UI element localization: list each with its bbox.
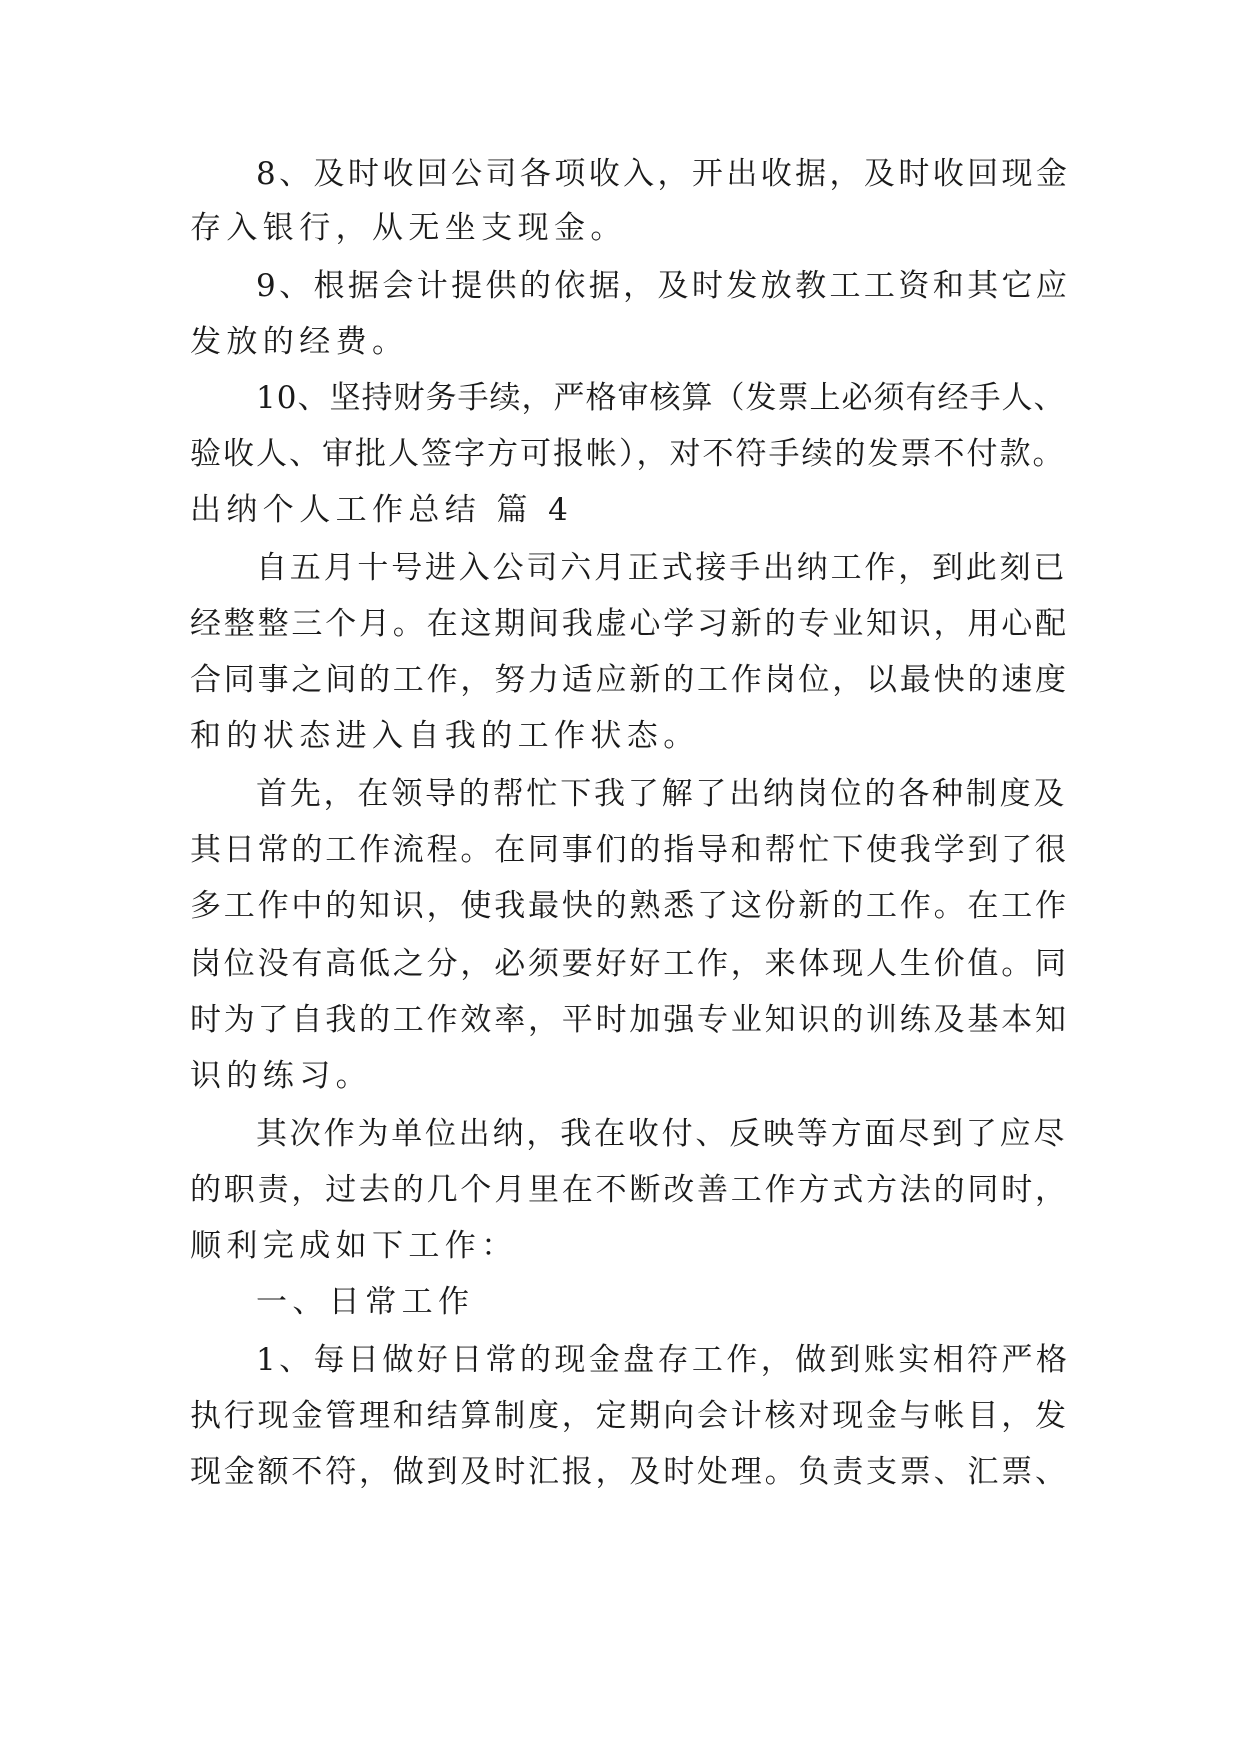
paragraph-line: 自五月十号进入公司六月正式接手出纳工作，到此刻已 [256,550,1068,586]
paragraph-line: 1、每日做好日常的现金盘存工作，做到账实相符严格 [256,1342,1071,1378]
paragraph-line: 10、坚持财务手续，严格审核算（发票上必须有经手人、 [256,380,1066,416]
paragraph-line: 的职责，过去的几个月里在不断改善工作方式方法的同时， [190,1172,1069,1208]
paragraph-line: 合同事之间的工作，努力适应新的工作岗位，以最快的速度 [190,662,1069,698]
paragraph-line: 岗位没有高低之分，必须要好好工作，来体现人生价值。同 [190,946,1069,982]
paragraph-line: 其次作为单位出纳，我在收付、反映等方面尽到了应尽 [256,1116,1068,1152]
paragraph-line: 8、及时收回公司各项收入，开出收据，及时收回现金 [256,156,1071,192]
paragraph-line: 和的状态进入自我的工作状态。 [190,718,700,754]
paragraph-line: 识的练习。 [190,1058,372,1094]
paragraph-line: 首先，在领导的帮忙下我了解了出纳岗位的各种制度及 [256,776,1068,812]
paragraph-line: 存入银行，从无坐支现金。 [190,210,627,246]
paragraph-line: 多工作中的知识，使我最快的熟悉了这份新的工作。在工作 [190,888,1069,924]
paragraph-line: 现金额不符，做到及时汇报，及时处理。负责支票、汇票、 [190,1454,1069,1490]
paragraph-line: 发放的经费。 [190,324,409,360]
paragraph-line: 顺利完成如下工作： [190,1228,518,1264]
paragraph-line: 验收人、审批人签字方可报帐），对不符手续的发票不付款。 [190,436,1066,472]
paragraph-line: 执行现金管理和结算制度，定期向会计核对现金与帐目，发 [190,1398,1069,1434]
paragraph-line: 其日常的工作流程。在同事们的指导和帮忙下使我学到了很 [190,832,1069,868]
subsection-heading: 一、日常工作 [256,1284,475,1320]
paragraph-line: 时为了自我的工作效率，平时加强专业知识的训练及基本知 [190,1002,1069,1038]
paragraph-line: 经整整三个月。在这期间我虚心学习新的专业知识，用心配 [190,606,1069,642]
paragraph-line: 9、根据会计提供的依据，及时发放教工工资和其它应 [256,268,1071,304]
section-heading: 出纳个人工作总结 篇 4 [190,492,574,528]
